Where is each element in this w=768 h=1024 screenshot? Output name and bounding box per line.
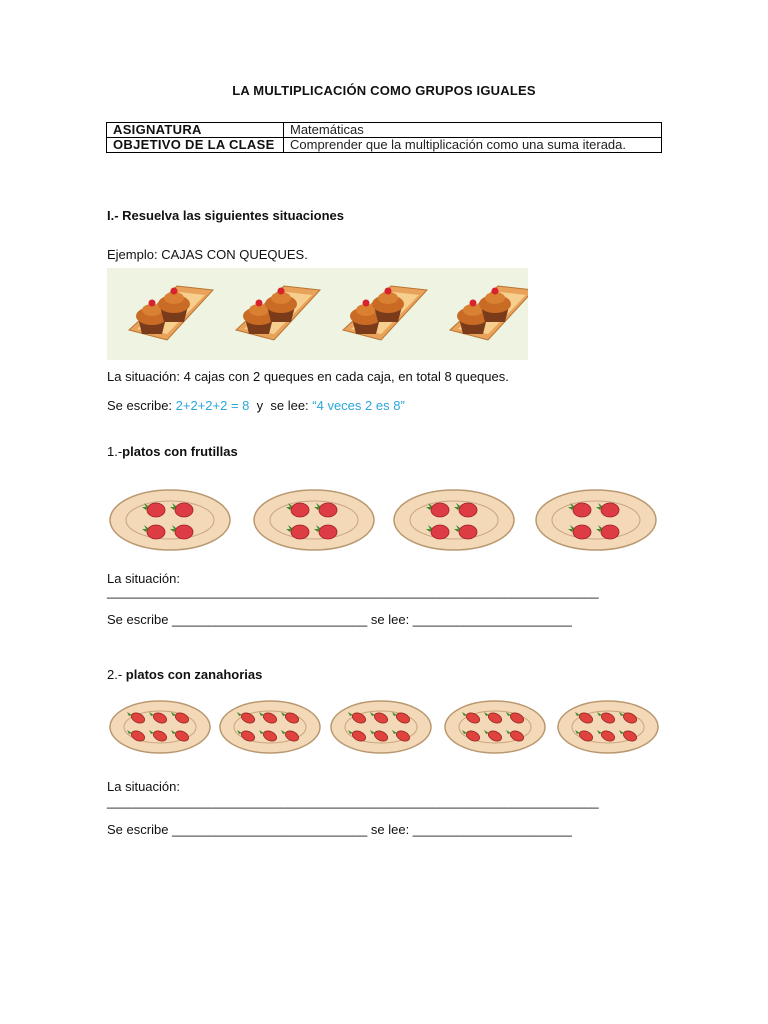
- section-heading: I.- Resuelva las siguientes situaciones: [107, 208, 344, 223]
- writes-label: Se escribe: [107, 822, 173, 837]
- plate-icon: [445, 701, 545, 753]
- writes-prefix: Se escribe:: [107, 398, 176, 413]
- plate-icon: [394, 490, 514, 550]
- reads-answer-line[interactable]: ______________________: [412, 822, 572, 837]
- plate-icon: [110, 490, 230, 550]
- info-table: [106, 122, 662, 153]
- writes-value: 2+2+2+2 = 8: [175, 398, 250, 413]
- table-row: [107, 123, 662, 138]
- reads-prefix: y se lee:: [249, 398, 313, 413]
- situation-label: La situación:: [107, 571, 180, 586]
- cupcake-icon: [107, 268, 528, 360]
- exercise-title: platos con frutillas: [122, 444, 238, 459]
- plate-icon: [220, 701, 320, 753]
- example-label: Ejemplo: CAJAS CON QUEQUES.: [107, 247, 308, 262]
- situation-answer-line[interactable]: ____________________________________________________________________: [107, 794, 599, 809]
- cupcake-box: [450, 286, 528, 340]
- writes-answer-line[interactable]: ___________________________: [172, 612, 368, 627]
- plate-icon: [331, 701, 431, 753]
- reads-label: se lee:: [367, 822, 413, 837]
- reads-answer-line[interactable]: ______________________: [412, 612, 572, 627]
- example-formula-line: [107, 398, 405, 413]
- objective-value: Comprender que la multiplicación como una suma iterada.: [284, 138, 662, 153]
- cupcake-box: [343, 286, 427, 340]
- cupcake-box: [129, 286, 213, 340]
- reads-value: “4 veces 2 es 8”: [312, 398, 405, 413]
- carrot-plates-illustration: [106, 697, 662, 757]
- subject-label: ASIGNATURA: [107, 123, 284, 138]
- situation-label: La situación:: [107, 779, 180, 794]
- objective-label: OBJETIVO DE LA CLASE: [107, 138, 284, 153]
- exercise-number: 1.-: [107, 444, 123, 459]
- exercise-1-heading: [107, 444, 238, 459]
- page-title: LA MULTIPLICACIÓN COMO GRUPOS IGUALES: [232, 83, 536, 98]
- situation-answer-line[interactable]: ____________________________________________________________________: [107, 584, 599, 599]
- strawberry-plates-illustration: [106, 484, 662, 556]
- writes-answer-row: [107, 822, 572, 837]
- cupcake-box: [236, 286, 320, 340]
- plate-icon: [558, 701, 658, 753]
- plate-icon: [254, 490, 374, 550]
- writes-answer-line[interactable]: ___________________________: [172, 822, 368, 837]
- reads-label: se lee:: [367, 612, 413, 627]
- cupcake-boxes-illustration: [107, 268, 528, 360]
- table-row: [107, 138, 662, 153]
- writes-answer-row: [107, 612, 572, 627]
- example-situation: La situación: 4 cajas con 2 queques en cada caja, en total 8 queques.: [107, 369, 509, 384]
- subject-value: Matemáticas: [284, 123, 662, 138]
- exercise-number: 2.-: [107, 667, 123, 682]
- exercise-title: platos con zanahorias: [125, 667, 263, 682]
- plate-icon: [110, 701, 210, 753]
- plate-icon: [536, 490, 656, 550]
- exercise-2-heading: [107, 667, 262, 682]
- writes-label: Se escribe: [107, 612, 173, 627]
